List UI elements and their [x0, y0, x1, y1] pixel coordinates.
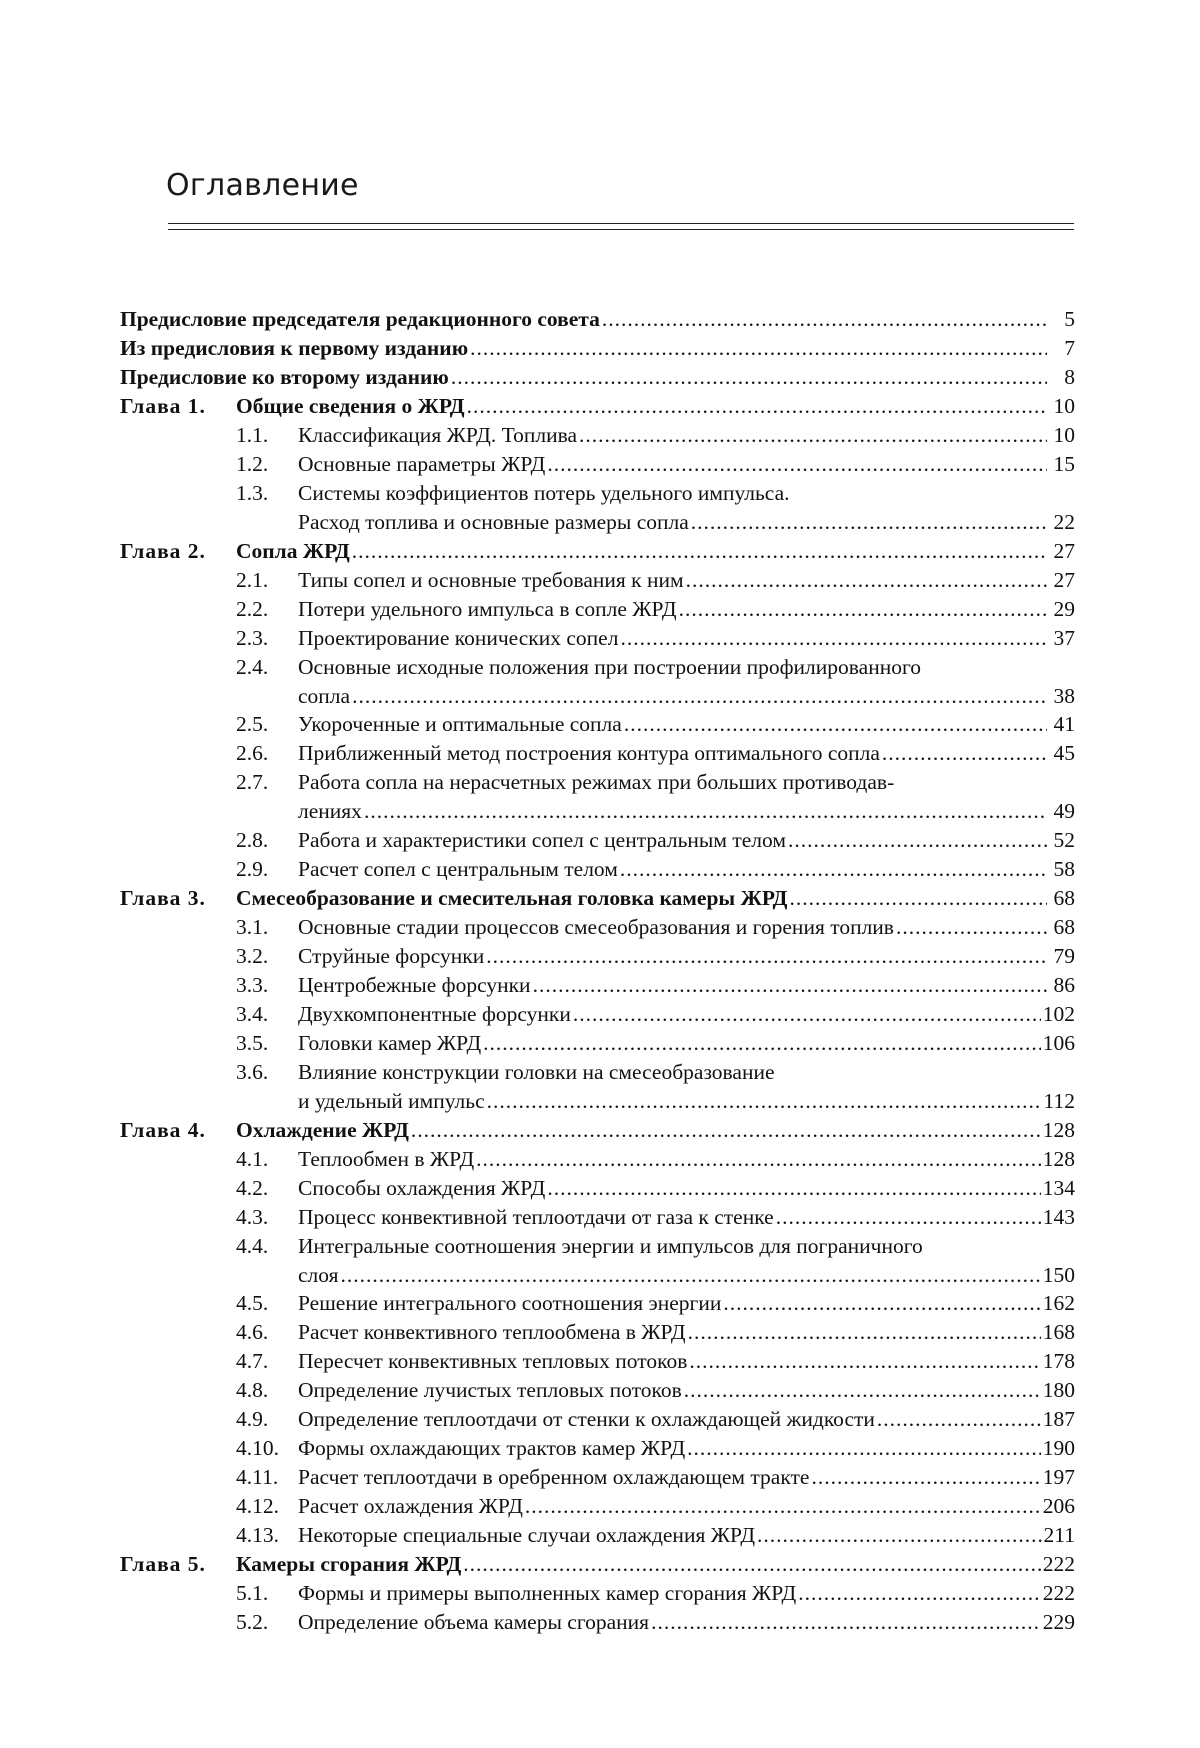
- title-underline-divider: [168, 223, 1074, 230]
- toc-page-number: 128: [1042, 1146, 1075, 1171]
- toc-entry-title-continued: и удельный импульс: [298, 1089, 485, 1114]
- toc-section-number: 3.1.: [236, 915, 269, 940]
- toc-section-row[interactable]: [120, 826, 1075, 855]
- toc-chapter-row[interactable]: [120, 537, 1075, 566]
- toc-entry-title: Классификация ЖРД. Топлива: [298, 423, 578, 447]
- toc-dot-leader: [757, 1521, 1042, 1550]
- toc-page-number: 162: [1042, 1291, 1075, 1316]
- toc-page-number: 52: [1053, 828, 1075, 853]
- toc-entry-title: Определение теплоотдачи от стенки к охлаждающей жидкости: [298, 1407, 875, 1432]
- toc-dot-leader: [789, 884, 1047, 913]
- toc-section-row[interactable]: [120, 1174, 1075, 1203]
- toc-entry-title: Предисловие ко второму изданию: [120, 365, 449, 389]
- toc-section-number: 1.1.: [236, 423, 269, 447]
- toc-section-number: 1.3.: [236, 481, 269, 505]
- toc-front-row[interactable]: [120, 334, 1075, 363]
- toc-page-number: 10: [1053, 423, 1075, 447]
- toc-page-number: 206: [1042, 1494, 1075, 1519]
- toc-page-number: 112: [1043, 1089, 1075, 1114]
- toc-dot-leader: [882, 739, 1047, 768]
- toc-section-row[interactable]: [120, 1000, 1075, 1029]
- toc-dot-leader: [579, 421, 1047, 450]
- toc-section-number: 5.2.: [236, 1610, 269, 1635]
- toc-section-row[interactable]: [120, 1347, 1075, 1376]
- toc-dot-leader: [620, 624, 1047, 653]
- toc-section-row[interactable]: [120, 1579, 1075, 1608]
- toc-dot-leader: [687, 1434, 1041, 1463]
- toc-section-row[interactable]: [120, 653, 1075, 682]
- toc-page-number: 168: [1042, 1320, 1075, 1345]
- toc-dot-leader: [877, 1405, 1041, 1434]
- toc-section-number: 4.2.: [236, 1175, 269, 1200]
- toc-section-number: 4.1.: [236, 1146, 269, 1171]
- toc-section-number: 2.7.: [236, 770, 269, 795]
- toc-section-row[interactable]: [120, 971, 1075, 1000]
- toc-dot-leader: [547, 1174, 1040, 1203]
- toc-section-number: 2.4.: [236, 654, 269, 679]
- toc-entry-title: Основные стадии процессов смесеобразования и горения топлив: [298, 915, 894, 940]
- toc-chapter-label: Глава 3.: [120, 886, 206, 911]
- toc-section-row[interactable]: [120, 1029, 1075, 1058]
- toc-section-number: 3.2.: [236, 944, 269, 969]
- toc-dot-leader: [624, 710, 1047, 739]
- toc-section-row[interactable]: [120, 1492, 1075, 1521]
- toc-section-number: 2.6.: [236, 741, 269, 766]
- toc-page-number: 134: [1042, 1175, 1075, 1200]
- toc-chapter-label: Глава 1.: [120, 394, 206, 418]
- toc-entry-title: Из предисловия к первому изданию: [120, 336, 469, 360]
- toc-dot-leader: [364, 797, 1047, 826]
- toc-page-number: 211: [1043, 1523, 1075, 1548]
- toc-entry-title: Головки камер ЖРД: [298, 1031, 482, 1056]
- toc-entry-title: Предисловие председателя редакционного совета: [120, 307, 600, 331]
- toc-section-number: 4.9.: [236, 1407, 269, 1432]
- toc-section-number: 3.5.: [236, 1031, 269, 1056]
- toc-section-row[interactable]: [120, 1405, 1075, 1434]
- toc-dot-leader: [547, 450, 1047, 479]
- toc-dot-leader: [470, 334, 1047, 363]
- toc-section-number: 4.13.: [236, 1523, 279, 1548]
- toc-section-number: 2.5.: [236, 712, 269, 737]
- toc-page-number: 7: [1064, 336, 1075, 360]
- toc-page-number: 86: [1053, 973, 1075, 998]
- toc-dot-leader: [896, 913, 1047, 942]
- toc-section-row[interactable]: [120, 1318, 1075, 1347]
- toc-entry-title: Основные исходные положения при построении профилированного: [298, 654, 921, 679]
- toc-section-row[interactable]: [120, 566, 1075, 595]
- toc-section-row[interactable]: [120, 479, 1075, 508]
- toc-section-row[interactable]: [120, 1376, 1075, 1405]
- toc-entry-title: Сопла ЖРД: [236, 538, 350, 563]
- toc-dot-leader: [467, 392, 1047, 421]
- toc-section-row[interactable]: [120, 1521, 1075, 1550]
- toc-page-number: 197: [1042, 1465, 1075, 1490]
- toc-entry-title: Охлаждение ЖРД: [236, 1117, 409, 1142]
- toc-entry-title: Укороченные и оптимальные сопла: [298, 712, 622, 737]
- toc-section-row[interactable]: [120, 855, 1075, 884]
- toc-dot-leader: [525, 1492, 1041, 1521]
- toc-page-number: 29: [1053, 596, 1075, 621]
- toc-chapter-row[interactable]: [120, 884, 1075, 913]
- toc-section-row[interactable]: [120, 624, 1075, 653]
- toc-section-number: 3.3.: [236, 973, 269, 998]
- toc-section-number: 2.1.: [236, 567, 269, 592]
- toc-section-number: 4.6.: [236, 1320, 269, 1345]
- toc-entry-title: Расчет теплоотдачи в оребренном охлаждающем тракте: [298, 1465, 810, 1490]
- toc-dot-leader: [684, 1376, 1041, 1405]
- toc-dot-leader: [679, 595, 1047, 624]
- toc-page-number: 222: [1042, 1552, 1075, 1577]
- toc-section-row[interactable]: [120, 1434, 1075, 1463]
- toc-section-number: 4.12.: [236, 1494, 279, 1519]
- toc-dot-leader: [451, 363, 1047, 392]
- toc-entry-title: Формы и примеры выполненных камер сгорания ЖРД: [298, 1581, 797, 1606]
- toc-dot-leader: [486, 942, 1047, 971]
- toc-entry-title: Работа и характеристики сопел с центральным телом: [298, 828, 786, 853]
- toc-entry-title: Формы охлаждающих трактов камер ЖРД: [298, 1436, 686, 1461]
- toc-section-row[interactable]: [120, 450, 1075, 479]
- toc-dot-leader: [798, 1579, 1041, 1608]
- toc-section-number: 2.3.: [236, 625, 269, 650]
- toc-page-number: 10: [1053, 394, 1075, 418]
- toc-page-number: 128: [1042, 1117, 1075, 1142]
- toc-section-number: 2.9.: [236, 857, 269, 882]
- toc-section-row[interactable]: [120, 508, 1075, 537]
- toc-page-number: 22: [1053, 510, 1075, 534]
- toc-section-row[interactable]: [120, 768, 1075, 797]
- toc-dot-leader: [341, 1261, 1041, 1290]
- toc-page-number: 45: [1053, 741, 1075, 766]
- toc-section-number: 3.4.: [236, 1002, 269, 1027]
- toc-entry-title: Камеры сгорания ЖРД: [236, 1552, 462, 1577]
- toc-page-number: 15: [1053, 452, 1075, 476]
- toc-section-row[interactable]: [120, 1203, 1075, 1232]
- toc-dot-leader: [723, 1289, 1040, 1318]
- toc-entry-title: Двухкомпонентные форсунки: [298, 1002, 571, 1027]
- toc-dot-leader: [688, 1318, 1041, 1347]
- toc-page-number: 41: [1053, 712, 1075, 737]
- toc-dot-leader: [691, 508, 1047, 537]
- toc-entry-title: Определение лучистых тепловых потоков: [298, 1378, 682, 1403]
- toc-dot-leader: [689, 1347, 1040, 1376]
- toc-dot-leader: [352, 537, 1047, 566]
- toc-entry-title: Приближенный метод построения контура оптимального сопла: [298, 741, 880, 766]
- toc-chapter-row[interactable]: [120, 1116, 1075, 1145]
- toc-entry-title: Основные параметры ЖРД: [298, 452, 546, 476]
- page-title: Оглавление: [166, 168, 359, 203]
- toc-section-number: 3.6.: [236, 1060, 269, 1085]
- toc-entry-title: Расчет охлаждения ЖРД: [298, 1494, 523, 1519]
- toc-entry-title: Работа сопла на нерасчетных режимах при больших противодав-: [298, 770, 895, 795]
- toc-page-number: 37: [1053, 625, 1075, 650]
- toc-section-number: 4.10.: [236, 1436, 279, 1461]
- toc-entry-title: Расчет сопел с центральным телом: [298, 857, 618, 882]
- toc-entry-title: Смесеобразование и смесительная головка камеры ЖРД: [236, 886, 788, 911]
- toc-dot-leader: [686, 566, 1047, 595]
- toc-entry-title-continued: сопла: [298, 683, 351, 708]
- toc-entry-title: Проектирование конических сопел: [298, 625, 619, 650]
- toc-chapter-label: Глава 4.: [120, 1117, 206, 1142]
- toc-section-number: 4.11.: [236, 1465, 279, 1490]
- toc-dot-leader: [352, 682, 1047, 711]
- toc-chapter-row[interactable]: [120, 1550, 1075, 1579]
- toc-page-number: 68: [1053, 886, 1075, 911]
- toc-section-row[interactable]: [120, 913, 1075, 942]
- toc-section-row[interactable]: [120, 1463, 1075, 1492]
- toc-page-number: 106: [1042, 1031, 1075, 1056]
- toc-dot-leader: [776, 1203, 1041, 1232]
- toc-dot-leader: [476, 1145, 1041, 1174]
- toc-entry-title: Теплообмен в ЖРД: [298, 1146, 475, 1171]
- toc-page-number: 8: [1064, 365, 1075, 389]
- toc-section-row[interactable]: [120, 1232, 1075, 1261]
- toc-page-number: 79: [1053, 944, 1075, 969]
- toc-section-row[interactable]: [120, 1087, 1075, 1116]
- toc-chapter-label: Глава 5.: [120, 1552, 206, 1577]
- toc-dot-leader: [811, 1463, 1040, 1492]
- toc-page-number: 27: [1053, 567, 1075, 592]
- toc-entry-title: Общие сведения о ЖРД: [236, 394, 465, 418]
- toc-section-number: 4.5.: [236, 1291, 269, 1316]
- toc-section-row[interactable]: [120, 739, 1075, 768]
- toc-page-number: 49: [1053, 799, 1075, 824]
- toc-entry-title: Типы сопел и основные требования к ним: [298, 567, 684, 592]
- toc-dot-leader: [463, 1550, 1040, 1579]
- toc-section-row[interactable]: [120, 1289, 1075, 1318]
- toc-page-number: 5: [1064, 307, 1075, 331]
- toc-section-row[interactable]: [120, 1608, 1075, 1637]
- toc-front-row[interactable]: [120, 305, 1075, 334]
- toc-dot-leader: [411, 1116, 1041, 1145]
- toc-page-number: 150: [1042, 1262, 1075, 1287]
- toc-section-number: 2.8.: [236, 828, 269, 853]
- toc-section-number: 4.8.: [236, 1378, 269, 1403]
- toc-page-number: 68: [1053, 915, 1075, 940]
- toc-dot-leader: [487, 1087, 1042, 1116]
- toc-entry-title: Влияние конструкции головки на смесеобразование: [298, 1060, 775, 1085]
- toc-entry-title: Струйные форсунки: [298, 944, 485, 969]
- toc-entry-title: Процесс конвективной теплоотдачи от газа к стенке: [298, 1204, 774, 1229]
- toc-section-row[interactable]: [120, 942, 1075, 971]
- toc-entry-title: Расчет конвективного теплообмена в ЖРД: [298, 1320, 686, 1345]
- toc-page-number: 187: [1042, 1407, 1075, 1432]
- toc-section-number: 4.4.: [236, 1233, 269, 1258]
- toc-page-number: 180: [1042, 1378, 1075, 1403]
- toc-page-number: 178: [1042, 1349, 1075, 1374]
- toc-entry-title: Способы охлаждения ЖРД: [298, 1175, 546, 1200]
- toc-entry-title: Некоторые специальные случаи охлаждения ЖРД: [298, 1523, 755, 1548]
- toc-section-number: 5.1.: [236, 1581, 269, 1606]
- toc-entry-title-continued: Расход топлива и основные размеры сопла: [298, 510, 689, 534]
- toc-section-row[interactable]: [120, 1145, 1075, 1174]
- toc-dot-leader: [533, 971, 1047, 1000]
- toc-page-number: 190: [1042, 1436, 1075, 1461]
- toc-page-number: 27: [1053, 538, 1075, 563]
- toc-page-number: 143: [1042, 1204, 1075, 1229]
- toc-entry-title: Центробежные форсунки: [298, 973, 531, 998]
- toc-front-row[interactable]: [120, 363, 1075, 392]
- toc-entry-title: Потери удельного импульса в сопле ЖРД: [298, 596, 677, 621]
- toc-entry-title: Системы коэффициентов потерь удельного импульса.: [298, 481, 790, 505]
- toc-section-row[interactable]: [120, 1058, 1075, 1087]
- toc-section-row[interactable]: [120, 595, 1075, 624]
- toc-entry-title-continued: слоя: [298, 1262, 339, 1287]
- toc-page-number: 58: [1053, 857, 1075, 882]
- toc-chapter-label: Глава 2.: [120, 538, 206, 563]
- toc-section-number: 2.2.: [236, 596, 269, 621]
- toc-section-row[interactable]: [120, 710, 1075, 739]
- toc-entry-title: Определение объема камеры сгорания: [298, 1610, 650, 1635]
- toc-entry-title: Решение интегрального соотношения энергии: [298, 1291, 722, 1316]
- toc-section-number: 4.7.: [236, 1349, 269, 1374]
- toc-page-number: 229: [1042, 1610, 1075, 1635]
- toc-dot-leader: [788, 826, 1047, 855]
- table-of-contents: [120, 305, 1075, 1637]
- toc-entry-title: Пересчет конвективных тепловых потоков: [298, 1349, 688, 1374]
- toc-dot-leader: [651, 1608, 1041, 1637]
- toc-page-number: 222: [1042, 1581, 1075, 1606]
- toc-section-row[interactable]: [120, 797, 1075, 826]
- toc-dot-leader: [602, 305, 1047, 334]
- toc-dot-leader: [620, 855, 1047, 884]
- toc-section-number: 4.3.: [236, 1204, 269, 1229]
- toc-section-row[interactable]: [120, 682, 1075, 711]
- toc-section-row[interactable]: [120, 421, 1075, 450]
- toc-page-number: 38: [1053, 683, 1075, 708]
- toc-entry-title: Интегральные соотношения энергии и импульсов для пограничного: [298, 1233, 923, 1258]
- toc-section-row[interactable]: [120, 1261, 1075, 1290]
- toc-dot-leader: [483, 1029, 1041, 1058]
- toc-section-number: 1.2.: [236, 452, 269, 476]
- toc-entry-title-continued: лениях: [298, 799, 362, 824]
- toc-chapter-row[interactable]: [120, 392, 1075, 421]
- toc-dot-leader: [573, 1000, 1041, 1029]
- toc-page-number: 102: [1042, 1002, 1075, 1027]
